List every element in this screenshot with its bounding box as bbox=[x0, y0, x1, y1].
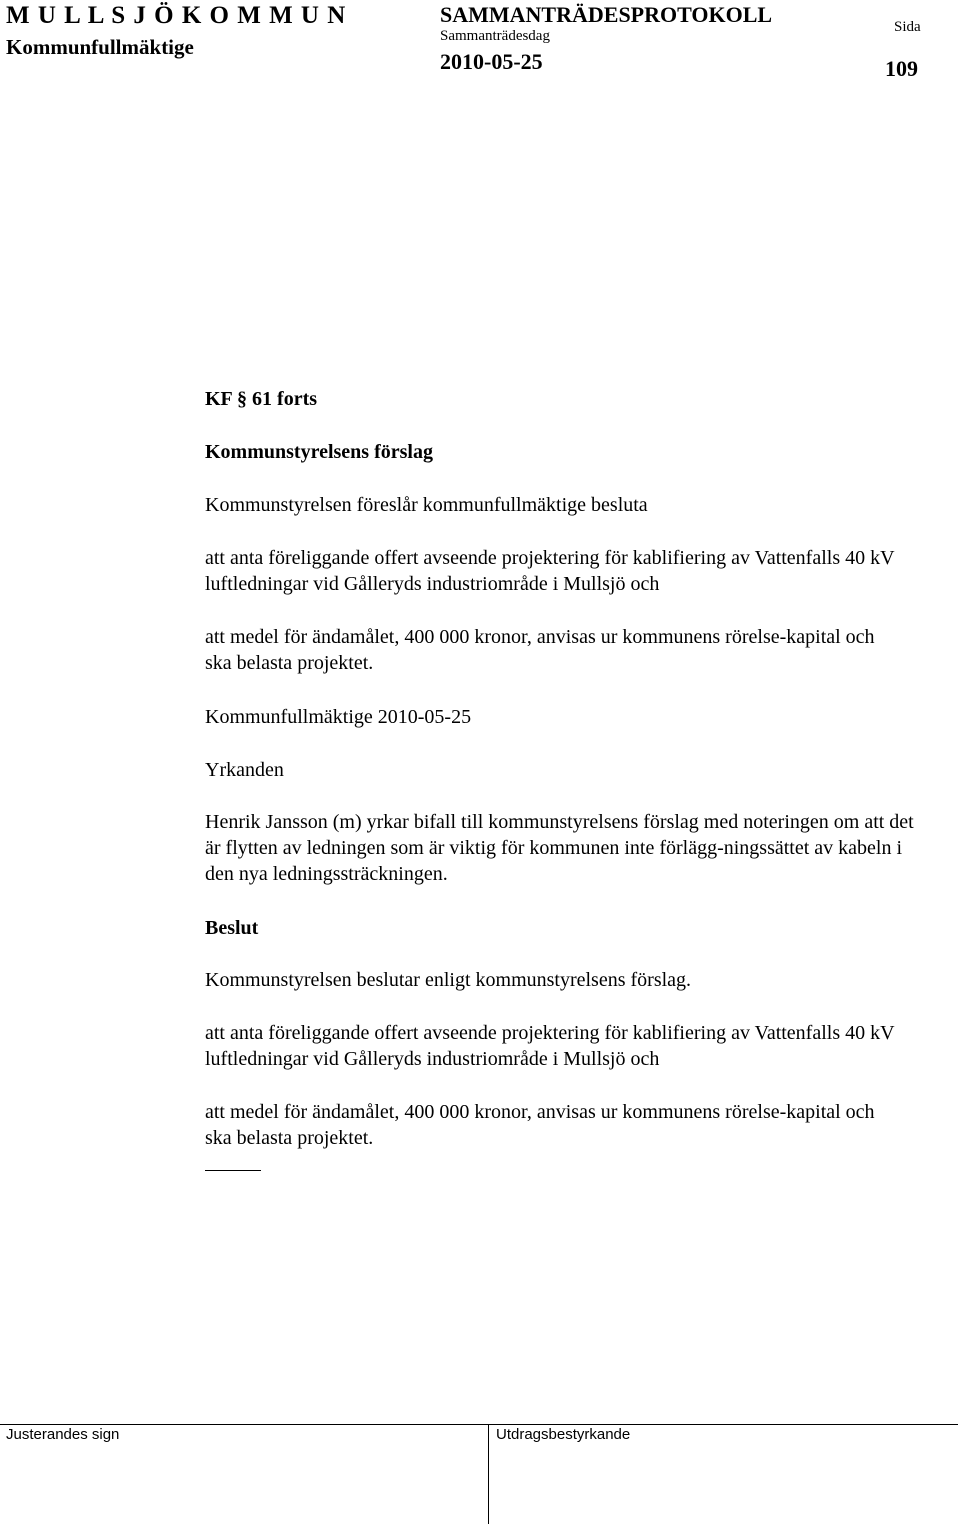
kf-date-heading: Kommunfullmäktige 2010-05-25 bbox=[205, 706, 472, 728]
ks-att-clause-1: att anta föreliggande offert avseende projektering för kablifiering av Vattenfalls 40 kV luftledningar vid Gålleryds industriområde i Mullsjö och bbox=[205, 547, 895, 595]
footer-rule bbox=[0, 1424, 958, 1425]
yrkanden-text: Henrik Jansson (m) yrkar bifall till kommunstyrelsens förslag med noteringen om att det är flytten av ledningen som är viktig för kommunen inte förlägg-ningssättet av kabeln i den nya ledningssträckningen. bbox=[205, 811, 914, 885]
ks-intro-text: Kommunstyrelsen föreslår kommunfullmäktige besluta bbox=[205, 494, 648, 516]
organization-name: M U L L S J Ö K O M M U N bbox=[6, 2, 347, 29]
beslut-att-clause-2: att medel för ändamålet, 400 000 kronor, anvisas ur kommunens rörelse-kapital och ska belasta projektet. bbox=[205, 1101, 875, 1149]
footer-divider bbox=[488, 1424, 489, 1524]
meeting-date-label: Sammanträdesdag bbox=[440, 28, 550, 44]
beslut-att-clause-1: att anta föreliggande offert avseende projektering för kablifiering av Vattenfalls 40 kV luftledningar vid Gålleryds industriområde i Mullsjö och bbox=[205, 1022, 895, 1070]
end-rule bbox=[205, 1170, 261, 1171]
ks-att-clause-2: att medel för ändamålet, 400 000 kronor, anvisas ur kommunens rörelse-kapital och ska belasta projektet. bbox=[205, 626, 875, 674]
page-label: Sida bbox=[894, 19, 921, 35]
meeting-date: 2010-05-25 bbox=[440, 49, 543, 74]
page-number: 109 bbox=[885, 56, 918, 81]
ks-proposal-heading: Kommunstyrelsens förslag bbox=[205, 441, 433, 463]
section-heading: KF § 61 forts bbox=[205, 388, 318, 410]
yrkanden-heading: Yrkanden bbox=[205, 759, 284, 781]
utdragsbestyrkande-label: Utdragsbestyrkande bbox=[496, 1426, 631, 1443]
protocol-title: SAMMANTRÄDESPROTOKOLL bbox=[440, 2, 773, 27]
beslut-text: Kommunstyrelsen beslutar enligt kommunstyrelsens förslag. bbox=[205, 969, 692, 991]
body-name: Kommunfullmäktige bbox=[6, 35, 194, 59]
justerandes-sign-label: Justerandes sign bbox=[6, 1426, 120, 1443]
beslut-heading: Beslut bbox=[205, 917, 259, 939]
